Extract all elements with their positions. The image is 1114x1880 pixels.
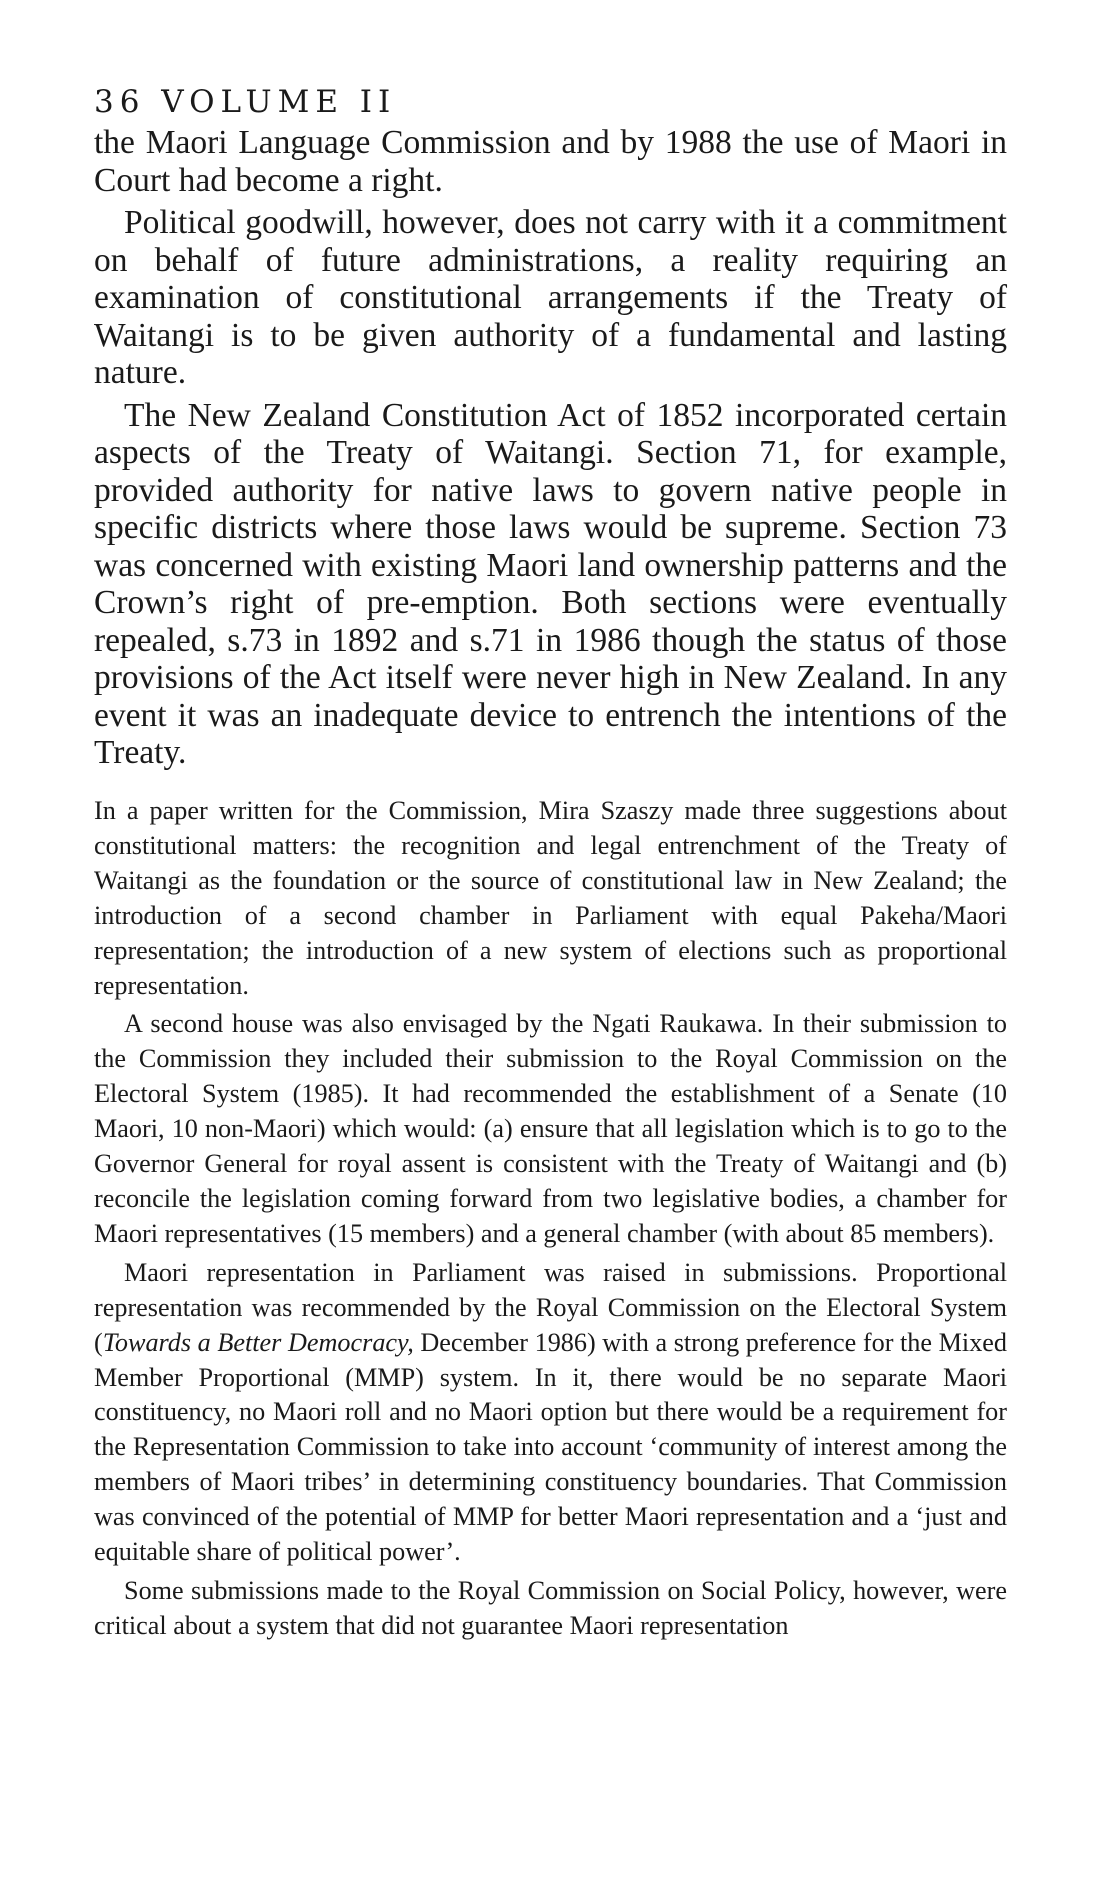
book-title: Towards a Better Democracy,: [102, 1327, 414, 1357]
paragraph-6-part-1: Maori representation in Parliament was raised in submissions. Proportional representation was recommended by the Royal Commission on the Electoral System (: [94, 1257, 1007, 1357]
paragraph-1: the Maori Language Commission and by 1988 the use of Maori in Court had become a right.: [94, 124, 1007, 199]
paragraph-7: Some submissions made to the Royal Commission on Social Policy, however, were critical about a system that did not guarantee Maori representation: [94, 1575, 1007, 1640]
paragraph-2: Political goodwill, however, does not carry with it a commitment on behalf of future administrations, a reality requiring an examination of constitutional arrangements if the Treaty of Waitangi is to be given authority of a fundamental and lasting nature.: [94, 204, 1007, 391]
body-text-small: [94, 794, 1007, 1644]
paragraph-5: A second house was also envisaged by the Ngati Raukawa. In their submission to the Commission they included their submission to the Royal Commission on the Electoral System (1985). It had recommended the establishment of a Senate (10 Maori, 10 non-Maori) which would: (a) ensure that all legislation which is to go to the Governor General for royal assent is consistent with the Treaty of Waitangi and (b) reconcile the legislation coming forward from two legislative bodies, a chamber for Maori representatives (15 members) and a general chamber (with about 85 members).: [94, 1009, 1007, 1248]
paragraph-6: [94, 1256, 1007, 1570]
paragraph-4: In a paper written for the Commission, Mira Szaszy made three suggestions about constitutional matters: the recognition and legal entrenchment of the Treaty of Waitangi as the foundation or the source of constitutional law in New Zealand; the introduction of a second chamber in Parliament with equal Pakeha/Maori representation; the introduction of a new system of elections such as proportional representation.: [94, 796, 1007, 1000]
running-head: 36 VOLUME II: [94, 84, 397, 120]
body-text-large: [94, 124, 1007, 772]
paragraph-6-part-2: December 1986) with a strong preference for the Mixed Member Proportional (MMP) system. In it, there would be no separate Maori constituency, no Maori roll and no Maori option but there would be a requirement for the Representation Commission to take into account ‘community of interest among the members of Maori tribes’ in determining constituency boundaries. That Commission was convinced of the potential of MMP for better Maori representation and a ‘just and equitable share of political power’.: [94, 1327, 1007, 1567]
paragraph-3: The New Zealand Constitution Act of 1852 incorporated certain aspects of the Treaty of Waitangi. Section 71, for example, provided authority for native laws to govern native people in specific districts where those laws would be supreme. Section 73 was concerned with existing Maori land ownership patterns and the Crown’s right of pre-emption. Both sections were eventually repealed, s.73 in 1892 and s.71 in 1986 though the status of those provisions of the Act itself were never high in New Zealand. In any event it was an inadequate device to entrench the intentions of the Treaty.: [94, 396, 1007, 771]
